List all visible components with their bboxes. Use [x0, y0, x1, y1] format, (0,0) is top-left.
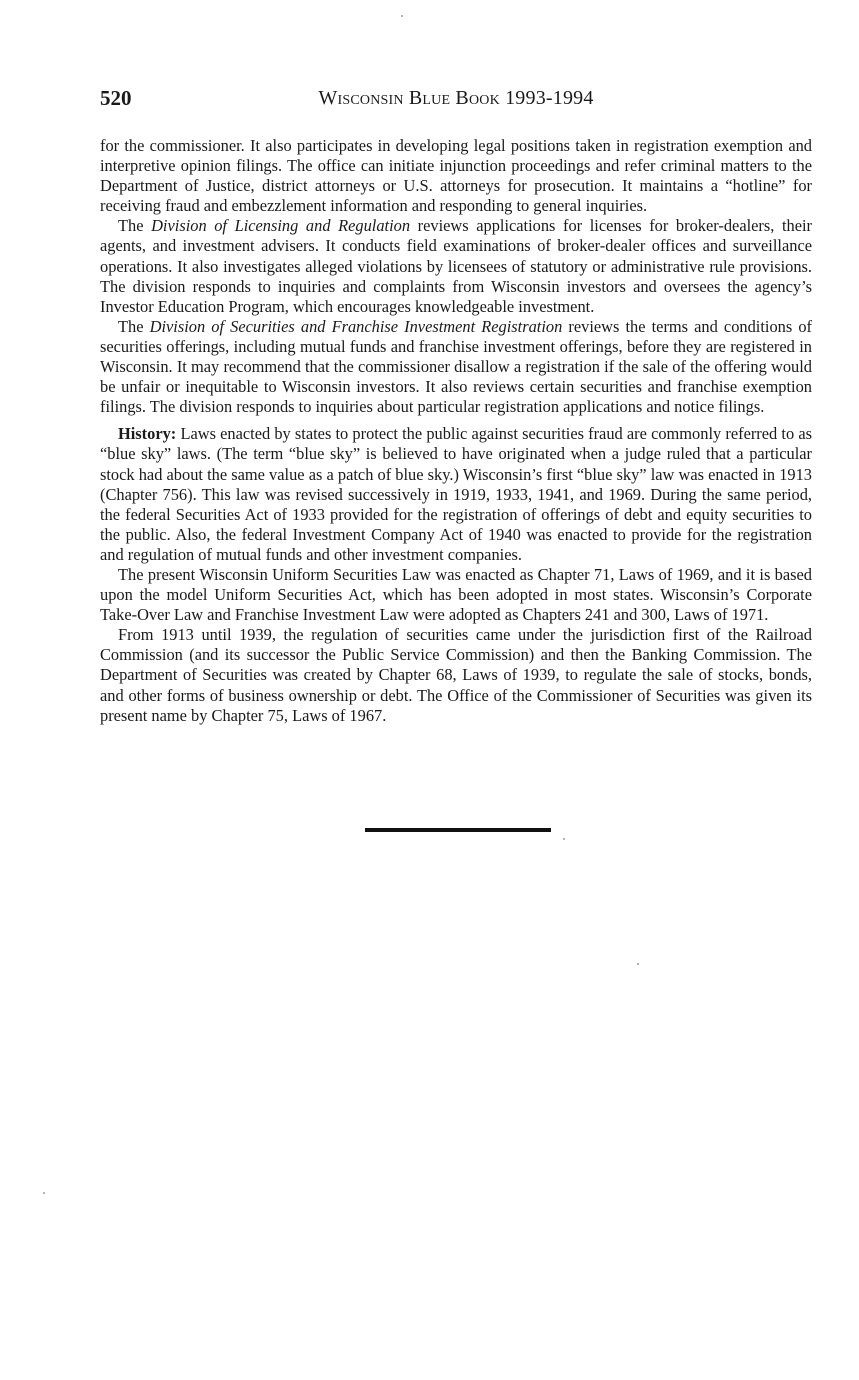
scan-speck — [563, 838, 565, 840]
scan-speck — [401, 15, 403, 17]
paragraph-body: reviews the terms and conditions of securities offerings, including mutual funds and franchise investment offerings, before they are registered in Wisconsin. It may recommend that the commissioner disallow a registration if the sale of the offering would be unfair or inequitable to Wisconsin investors. It also reviews certain securities and franchise exemption filings. The division responds to inquiries about particular registration applications and notice filings. — [100, 316, 812, 417]
paragraph-history — [100, 424, 812, 565]
paragraph-regulation-history: From 1913 until 1939, the regulation of securities came under the jurisdiction first of the Railroad Commission (and its successor the Public Service Commission) and then the Banking Commission. The Department of Securities was created by Chapter 68, Laws of 1939, to regulate the sale of stocks, bonds, and other forms of business ownership or debt. The Office of the Commissioner of Securities was given its present name by Chapter 75, Laws of 1967. — [100, 625, 812, 725]
paragraph-licensing-division — [100, 216, 812, 316]
section-end-rule — [365, 828, 551, 832]
paragraph-lead: The — [118, 216, 152, 236]
paragraph-lead: The — [118, 316, 150, 336]
history-label: History: — [118, 424, 177, 444]
division-name-registration: Division of Securities and Franchise Investment Registration — [149, 316, 563, 336]
scan-speck — [43, 1192, 45, 1194]
paragraph-body: Laws enacted by states to protect the public against securities fraud are commonly referred to as “blue sky” laws. (The term “blue sky” is believed to have originated when a judge ruled that a particular stock had about the same value as a patch of blue sky.) Wisconsin’s first “blue sky” law was enacted in 1913 (Chapter 756). This law was revised successively in 1919, 1933, 1941, and 1969. During the same period, the federal Securities Act of 1933 provided for the registration of offerings of debt and equity securities to the public. Also, the federal Investment Company Act of 1940 was enacted to provide for the registration and regulation of mutual funds and other investment companies. — [100, 424, 812, 564]
paragraph-commissioner-office: for the commissioner. It also participates in developing legal positions taken in registration exemption and interpretive opinion filings. The office can initiate injunction proceedings and refer criminal matters to the Department of Justice, district attorneys or U.S. attorneys for prosecution. It maintains a “hotline” for receiving fraud and embezzlement information and responding to general inquiries. — [100, 136, 812, 216]
paragraph-registration-division — [100, 317, 812, 417]
body-text — [100, 136, 812, 726]
page-number: 520 — [100, 86, 132, 110]
paragraph-body: reviews applications for licenses for broker-dealers, their agents, and investment advisers. It conducts field examinations of broker-dealer offices and surveillance operations. It also investigates alleged violations by licensees of statutory or administrative rule provisions. The division responds to inquiries and complaints from Wisconsin investors and oversees the agency’s Investor Education Program, which encourages knowledgeable investment. — [100, 216, 812, 316]
scan-speck — [637, 963, 639, 965]
paragraph-uniform-securities-law: The present Wisconsin Uniform Securities Law was enacted as Chapter 71, Laws of 1969, and it is based upon the model Uniform Securities Act, which has been adopted in most states. Wisconsin’s Corporate Take-Over Law and Franchise Investment Law were adopted as Chapters 241 and 300, Laws of 1971. — [100, 564, 812, 625]
division-name-licensing: Division of Licensing and Regulation — [151, 216, 411, 236]
running-title: Wisconsin Blue Book 1993-1994 — [318, 87, 594, 109]
running-header — [100, 84, 812, 114]
